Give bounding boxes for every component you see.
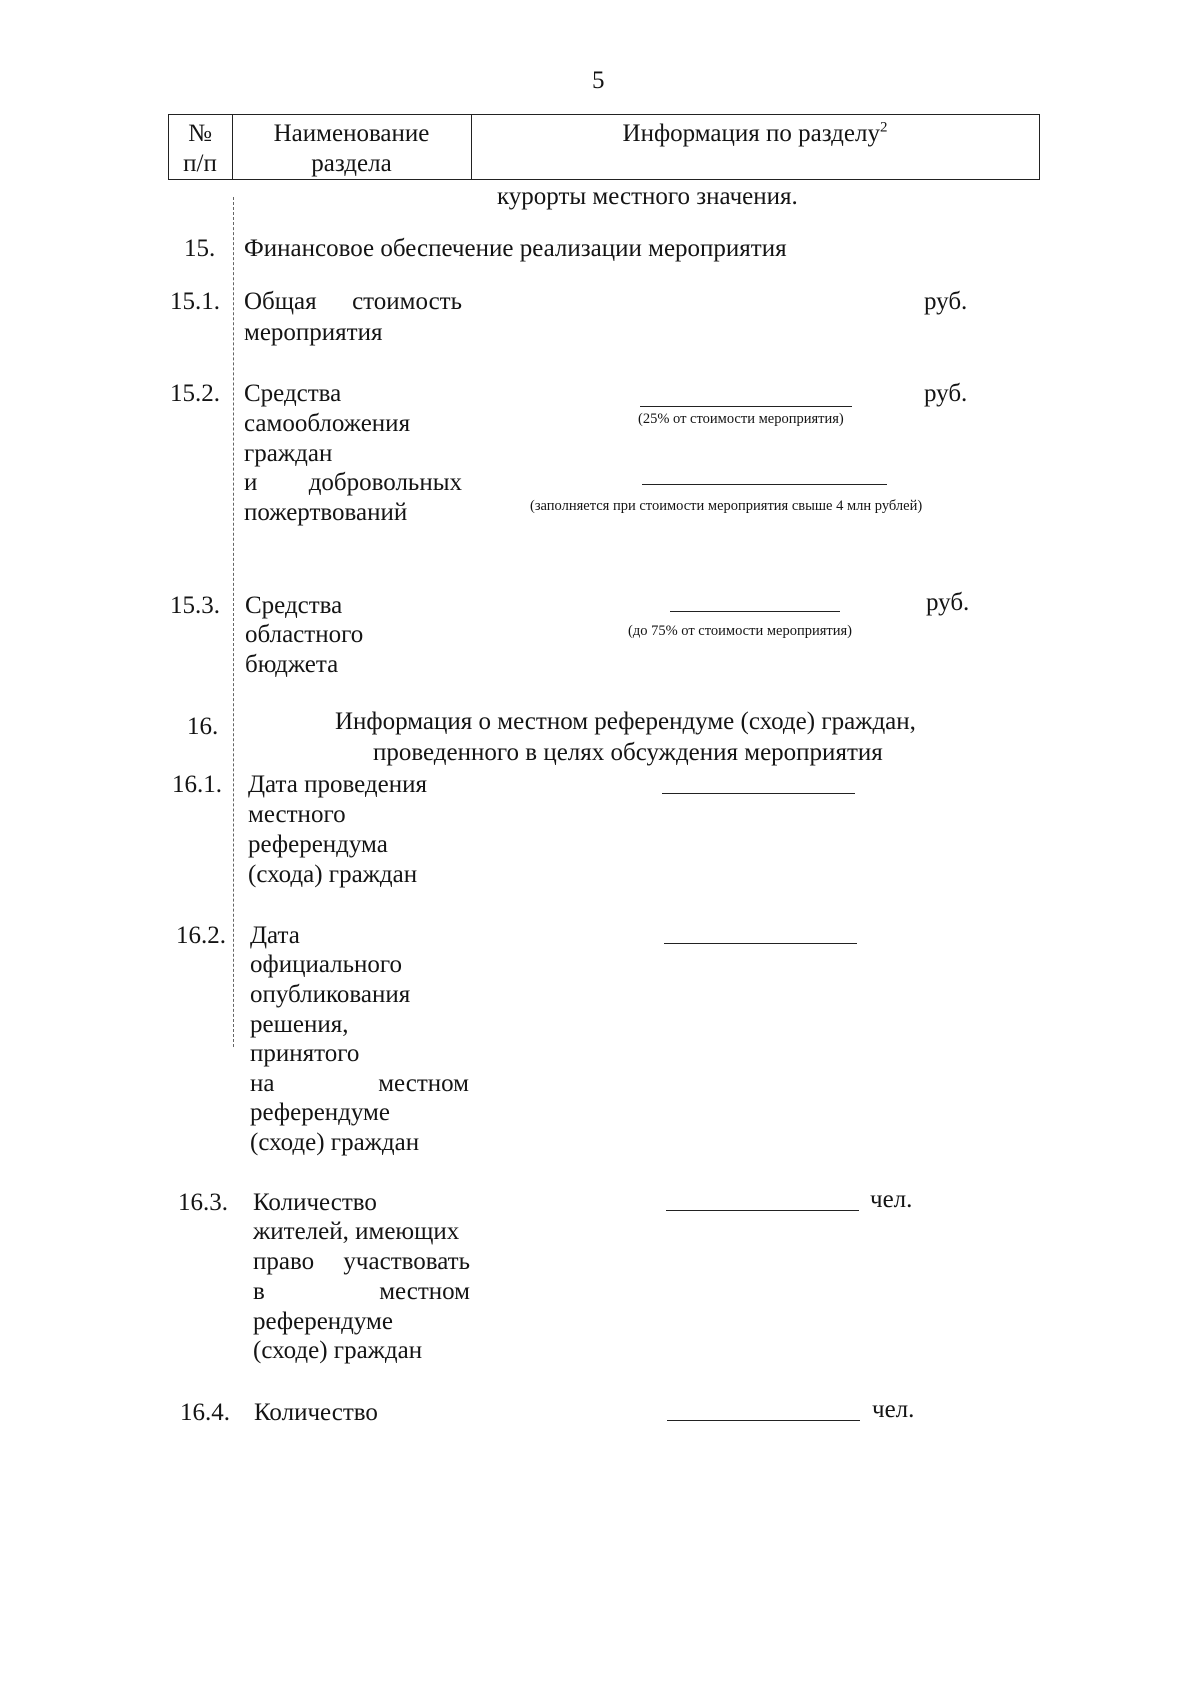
section-15-2-name-line1: Средства — [244, 380, 342, 407]
section-15-2-name-line3: граждан — [244, 440, 333, 467]
section-15-3-name-line1: Средства — [245, 592, 343, 619]
section-15-2-number: 15.2. — [170, 380, 220, 407]
section-16-1-name-line3: референдума — [248, 831, 388, 858]
section-16-2-name-line2: официального — [250, 951, 403, 978]
section-16-4-name-line1: Количество — [254, 1399, 378, 1426]
section-16-3-name-line3: право участвовать — [253, 1248, 470, 1275]
section-15-3-note: (до 75% от стоимости мероприятия) — [628, 623, 852, 639]
section-15-1-number: 15.1. — [170, 288, 220, 315]
section-16-4-unit: чел. — [872, 1396, 915, 1423]
section-16-4-number: 16.4. — [180, 1399, 230, 1426]
section-16-3-name-line5: референдуме — [253, 1308, 393, 1335]
section-15-3-unit: руб. — [926, 589, 970, 616]
section-15-2-extra-note: (заполняется при стоимости мероприятия свыше 4 млн рублей) — [530, 498, 923, 514]
section-15-1-name-line2: мероприятия — [244, 319, 383, 346]
section-16-3-name-line6: (сходе) граждан — [253, 1337, 423, 1364]
header-num-sublabel: п/п — [183, 150, 217, 177]
section-16-3-name-line1: Количество — [253, 1189, 377, 1216]
header-name-sublabel: раздела — [311, 150, 392, 177]
section-16-1-number: 16.1. — [172, 771, 222, 798]
section-16-title-line2: проведенного в целях обсуждения мероприятия — [373, 739, 883, 766]
section-16-3-count-field[interactable] — [666, 1210, 859, 1211]
section-15-3-name-line3: бюджета — [245, 651, 339, 678]
section-16-1-name-line4: (схода) граждан — [248, 861, 418, 888]
section-15-2-unit: руб. — [924, 380, 968, 407]
section-16-1-date-field[interactable] — [662, 793, 855, 794]
section-16-2-name-line5: принятого — [250, 1040, 360, 1067]
section-15-2-value-field[interactable] — [640, 406, 852, 407]
section-16-2-name-line3: опубликования — [250, 981, 411, 1008]
section-16-2-name-line4: решения, — [250, 1011, 349, 1038]
section-16-3-name-line4: в местном — [253, 1278, 470, 1305]
section-16-2-date-field[interactable] — [664, 943, 857, 944]
section-15-2-name-line2: самообложения — [244, 410, 411, 437]
section-15-1-unit: руб. — [924, 288, 968, 315]
section-15-1-name-line1: Общая стоимость — [244, 288, 462, 315]
section-16-2-name-line8: (сходе) граждан — [250, 1129, 420, 1156]
section-15-2-name-line4: и добровольных — [244, 469, 462, 496]
section-16-3-unit: чел. — [870, 1186, 913, 1213]
column-divider — [233, 197, 234, 1047]
section-15-title: Финансовое обеспечение реализации мероприятия — [244, 235, 787, 262]
section-16-2-name-line1: Дата — [250, 922, 300, 949]
continuation-text: курорты местного значения. — [497, 183, 798, 210]
section-15-3-number: 15.3. — [170, 592, 220, 619]
header-info-label: Информация по разделу$^2$ — [622, 119, 888, 147]
section-16-2-number: 16.2. — [176, 922, 226, 949]
section-16-2-name-line6: на местном — [250, 1070, 469, 1097]
section-16-2-name-line7: референдуме — [250, 1099, 390, 1126]
section-16-1-name-line2: местного — [248, 801, 346, 828]
footnote-marker: 2 — [879, 119, 888, 136]
header-name-label: Наименование — [273, 120, 430, 147]
section-15-3-name-line2: областного — [245, 621, 364, 648]
section-16-3-number: 16.3. — [178, 1189, 228, 1216]
section-16-number: 16. — [187, 713, 219, 740]
page-number: 5 — [592, 67, 605, 94]
section-15-3-value-field[interactable] — [670, 611, 840, 612]
section-15-2-note: (25% от стоимости мероприятия) — [638, 411, 844, 427]
section-16-title-line1: Информация о местном референдуме (сходе) граждан, — [335, 708, 916, 735]
section-15-number: 15. — [184, 235, 216, 262]
section-15-2-extra-field[interactable] — [642, 484, 887, 485]
section-15-2-name-line5: пожертвований — [244, 499, 408, 526]
section-16-3-name-line2: жителей, имеющих — [253, 1218, 460, 1245]
header-num-label: № — [188, 120, 212, 147]
section-16-1-name-line1: Дата проведения — [248, 771, 427, 798]
section-16-4-count-field[interactable] — [667, 1420, 860, 1421]
